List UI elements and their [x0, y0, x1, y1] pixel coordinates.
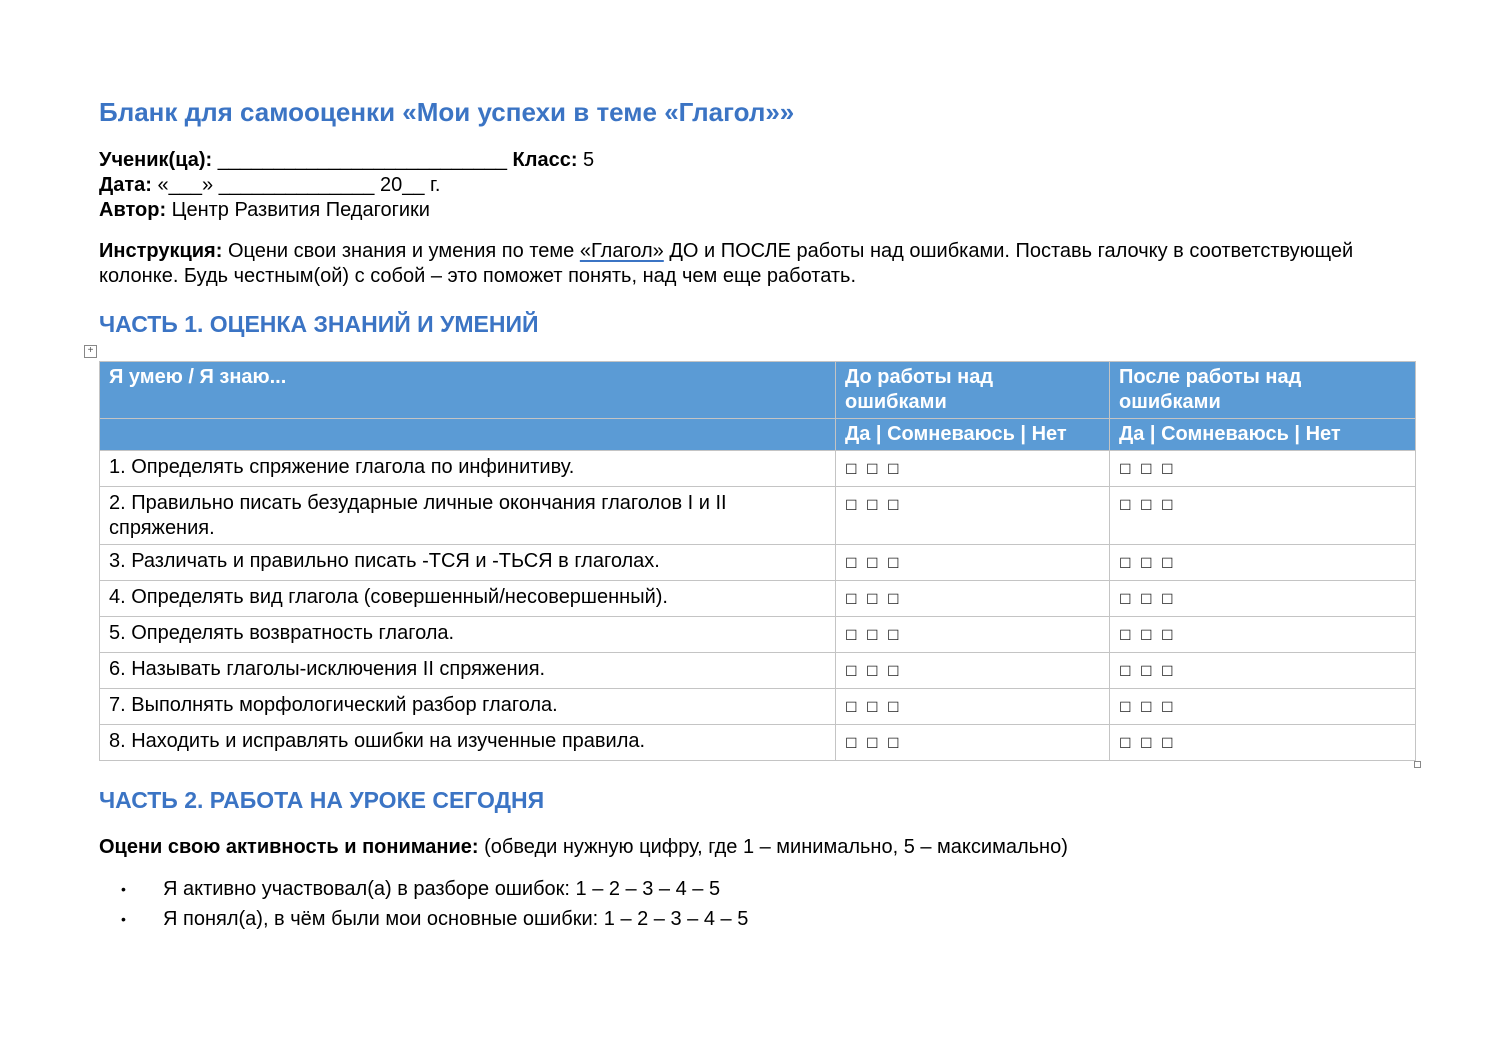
table-row	[100, 451, 1416, 487]
table-row	[100, 653, 1416, 689]
date-value[interactable]: «___» ______________ 20__ г.	[157, 174, 441, 196]
part2-heading: ЧАСТЬ 2. РАБОТА НА УРОКЕ СЕГОДНЯ	[99, 787, 545, 813]
checkboxes-after[interactable]: ☐ ☐ ☐	[1110, 581, 1416, 617]
checkboxes-after[interactable]: ☐ ☐ ☐	[1110, 725, 1416, 761]
part1-heading: ЧАСТЬ 1. ОЦЕНКА ЗНАНИЙ И УМЕНИЙ	[99, 311, 539, 337]
meta-block	[99, 148, 1415, 223]
skill-cell: 1. Определять спряжение глагола по инфинитиву.	[100, 451, 836, 487]
skill-cell: 5. Определять возвратность глагола.	[100, 617, 836, 653]
checkboxes-before[interactable]: ☐ ☐ ☐	[836, 487, 1110, 545]
activity-note: (обведи нужную цифру, где 1 – минимально, 5 – максимально)	[484, 836, 1068, 858]
student-blank[interactable]: __________________________	[217, 149, 507, 171]
list-item-text: Я понял(а), в чём были мои основные ошибки: 1 – 2 – 3 – 4 – 5	[163, 908, 749, 930]
date-label: Дата:	[99, 174, 152, 196]
class-label: Класс:	[512, 149, 578, 171]
activity-paragraph	[99, 835, 1415, 860]
checkboxes-after[interactable]: ☐ ☐ ☐	[1110, 487, 1416, 545]
skill-cell: 2. Правильно писать безударные личные окончания глаголов I и II спряжения.	[100, 487, 836, 545]
table-header-row	[100, 362, 1416, 419]
skill-cell: 6. Называть глаголы-исключения II спряжения.	[100, 653, 836, 689]
checkboxes-after[interactable]: ☐ ☐ ☐	[1110, 451, 1416, 487]
instruction-topic-link[interactable]: «Глагол»	[579, 240, 664, 262]
checkboxes-before[interactable]: ☐ ☐ ☐	[836, 653, 1110, 689]
checkboxes-after[interactable]: ☐ ☐ ☐	[1110, 617, 1416, 653]
table-row	[100, 689, 1416, 725]
instruction-paragraph	[99, 239, 1415, 289]
skill-cell: 4. Определять вид глагола (совершенный/несовершенный).	[100, 581, 836, 617]
document-page	[87, 92, 1415, 934]
column-header-before: До работы над ошибками	[836, 362, 1110, 419]
document-title: Бланк для самооценки «Мои успехи в теме «Глагол»»	[99, 97, 795, 127]
table-move-handle-icon[interactable]: +	[84, 345, 97, 358]
author-value: Центр Развития Педагогики	[171, 199, 430, 221]
author-line	[99, 198, 1415, 223]
date-line	[99, 173, 1415, 198]
assessment-table-wrapper	[87, 345, 1415, 761]
table-row	[100, 617, 1416, 653]
instruction-label: Инструкция:	[99, 240, 223, 262]
bullet-icon: •	[121, 911, 126, 927]
class-value: 5	[583, 149, 595, 171]
checkboxes-after[interactable]: ☐ ☐ ☐	[1110, 545, 1416, 581]
list-item-text: Я активно участвовал(а) в разборе ошибок: 1 – 2 – 3 – 4 – 5	[163, 878, 721, 900]
checkboxes-before[interactable]: ☐ ☐ ☐	[836, 725, 1110, 761]
student-label: Ученик(ца):	[99, 149, 213, 171]
table-row	[100, 487, 1416, 545]
subheader-after: Да | Сомневаюсь | Нет	[1110, 419, 1416, 451]
table-row	[100, 581, 1416, 617]
checkboxes-before[interactable]: ☐ ☐ ☐	[836, 689, 1110, 725]
subheader-before: Да | Сомневаюсь | Нет	[836, 419, 1110, 451]
author-label: Автор:	[99, 199, 167, 221]
instruction-text-before: Оцени свои знания и умения по теме	[227, 240, 575, 262]
skill-cell: 3. Различать и правильно писать -ТСЯ и -ТЬСЯ в глаголах.	[100, 545, 836, 581]
table-row	[100, 545, 1416, 581]
self-rating-list	[99, 874, 1415, 934]
checkboxes-after[interactable]: ☐ ☐ ☐	[1110, 689, 1416, 725]
skill-cell: 7. Выполнять морфологический разбор глагола.	[100, 689, 836, 725]
table-row	[100, 725, 1416, 761]
instruction-text-after: ДО и ПОСЛЕ работы над ошибками. Поставь галочку в соответствующей колонке. Будь честным(ой) с собой – это поможет понять, над чем еще работать.	[99, 240, 1354, 287]
table-resize-handle-icon[interactable]	[1414, 761, 1421, 768]
bullet-icon: •	[121, 881, 126, 897]
checkboxes-before[interactable]: ☐ ☐ ☐	[836, 617, 1110, 653]
subheader-skill	[100, 419, 836, 451]
checkboxes-before[interactable]: ☐ ☐ ☐	[836, 451, 1110, 487]
checkboxes-before[interactable]: ☐ ☐ ☐	[836, 581, 1110, 617]
activity-label: Оцени свою активность и понимание:	[99, 836, 479, 858]
column-header-skill: Я умею / Я знаю...	[100, 362, 836, 419]
checkboxes-after[interactable]: ☐ ☐ ☐	[1110, 653, 1416, 689]
checkboxes-before[interactable]: ☐ ☐ ☐	[836, 545, 1110, 581]
list-item	[99, 904, 1415, 934]
assessment-table	[99, 361, 1416, 761]
student-line	[99, 148, 1415, 173]
list-item	[99, 874, 1415, 904]
skill-cell: 8. Находить и исправлять ошибки на изученные правила.	[100, 725, 836, 761]
table-body	[100, 451, 1416, 761]
table-subheader-row	[100, 419, 1416, 451]
column-header-after: После работы над ошибками	[1110, 362, 1416, 419]
